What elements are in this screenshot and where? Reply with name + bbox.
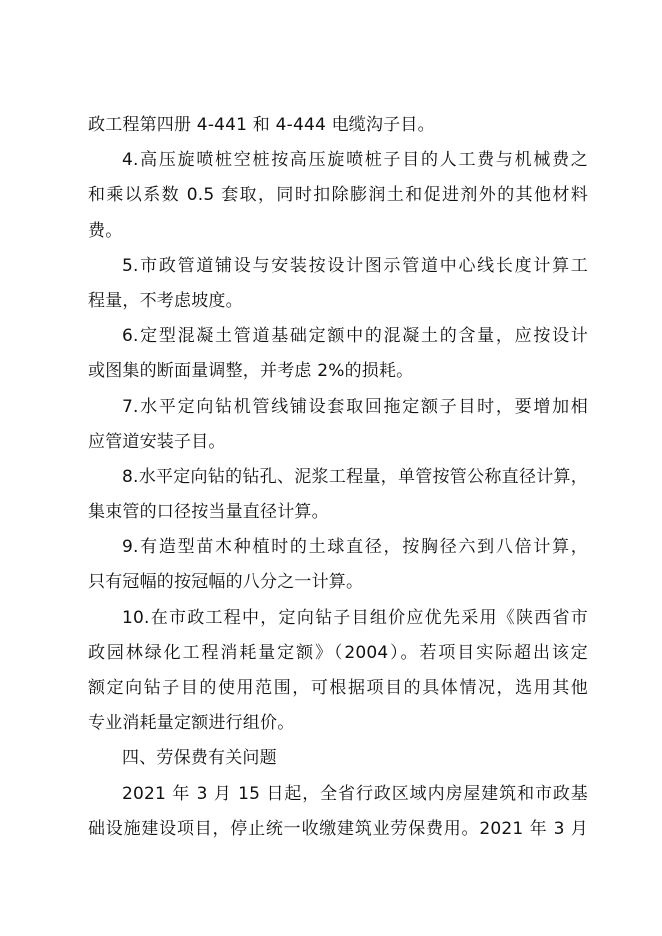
text-line-20: 2021 年 3 月 15 日起，全省行政区域内房屋建筑和市政基 xyxy=(122,783,588,804)
text-line-7: 6.定型混凝土管道基础定额中的混凝土的含量，应按设计 xyxy=(122,326,588,347)
text-line-21: 础设施建设项目，停止统一收缴建筑业劳保费用。2021 年 3 月 xyxy=(88,818,588,839)
text-line-18: 专业消耗量定额进行组价。 xyxy=(88,713,295,734)
text-line-4: 费。 xyxy=(88,220,123,241)
text-line-14: 只有冠幅的按冠幅的八分之一计算。 xyxy=(88,572,364,593)
text-line-8: 或图集的断面量调整，并考虑 2%的损耗。 xyxy=(88,361,414,382)
text-line-2: 4.高压旋喷桩空桩按高压旋喷桩子目的人工费与机械费之 xyxy=(122,150,588,171)
text-line-10: 应管道安装子目。 xyxy=(88,431,226,452)
text-line-5: 5.市政管道铺设与安装按设计图示管道中心线长度计算工 xyxy=(122,255,588,276)
text-line-6: 程量，不考虑坡度。 xyxy=(88,290,243,311)
text-line-13: 9.有造型苗木种植时的土球直径，按胸径六到八倍计算， xyxy=(122,537,588,558)
text-line-1: 政工程第四册 4-441 和 4-444 电缆沟子目。 xyxy=(88,115,435,135)
text-line-15: 10.在市政工程中，定向钻子目组价应优先采用《陕西省市 xyxy=(122,607,588,628)
text-line-11: 8.水平定向钻的钻孔、泥浆工程量，单管按管公称直径计算， xyxy=(122,466,588,487)
section-heading: 四、劳保费有关问题 xyxy=(122,748,277,769)
text-line-3: 和乘以系数 0.5 套取，同时扣除膨润土和促进剂外的其他材料 xyxy=(88,185,588,206)
text-line-17: 额定向钻子目的使用范围，可根据项目的具体情况，选用其他 xyxy=(88,678,588,698)
text-line-9: 7.水平定向钻机管线铺设套取回拖定额子目时，要增加相 xyxy=(122,396,588,417)
text-line-16: 政园林绿化工程消耗量定额》（2004）。若项目实际超出该定 xyxy=(88,642,588,663)
text-line-12: 集束管的口径按当量直径计算。 xyxy=(88,502,329,523)
body-text xyxy=(88,108,588,847)
